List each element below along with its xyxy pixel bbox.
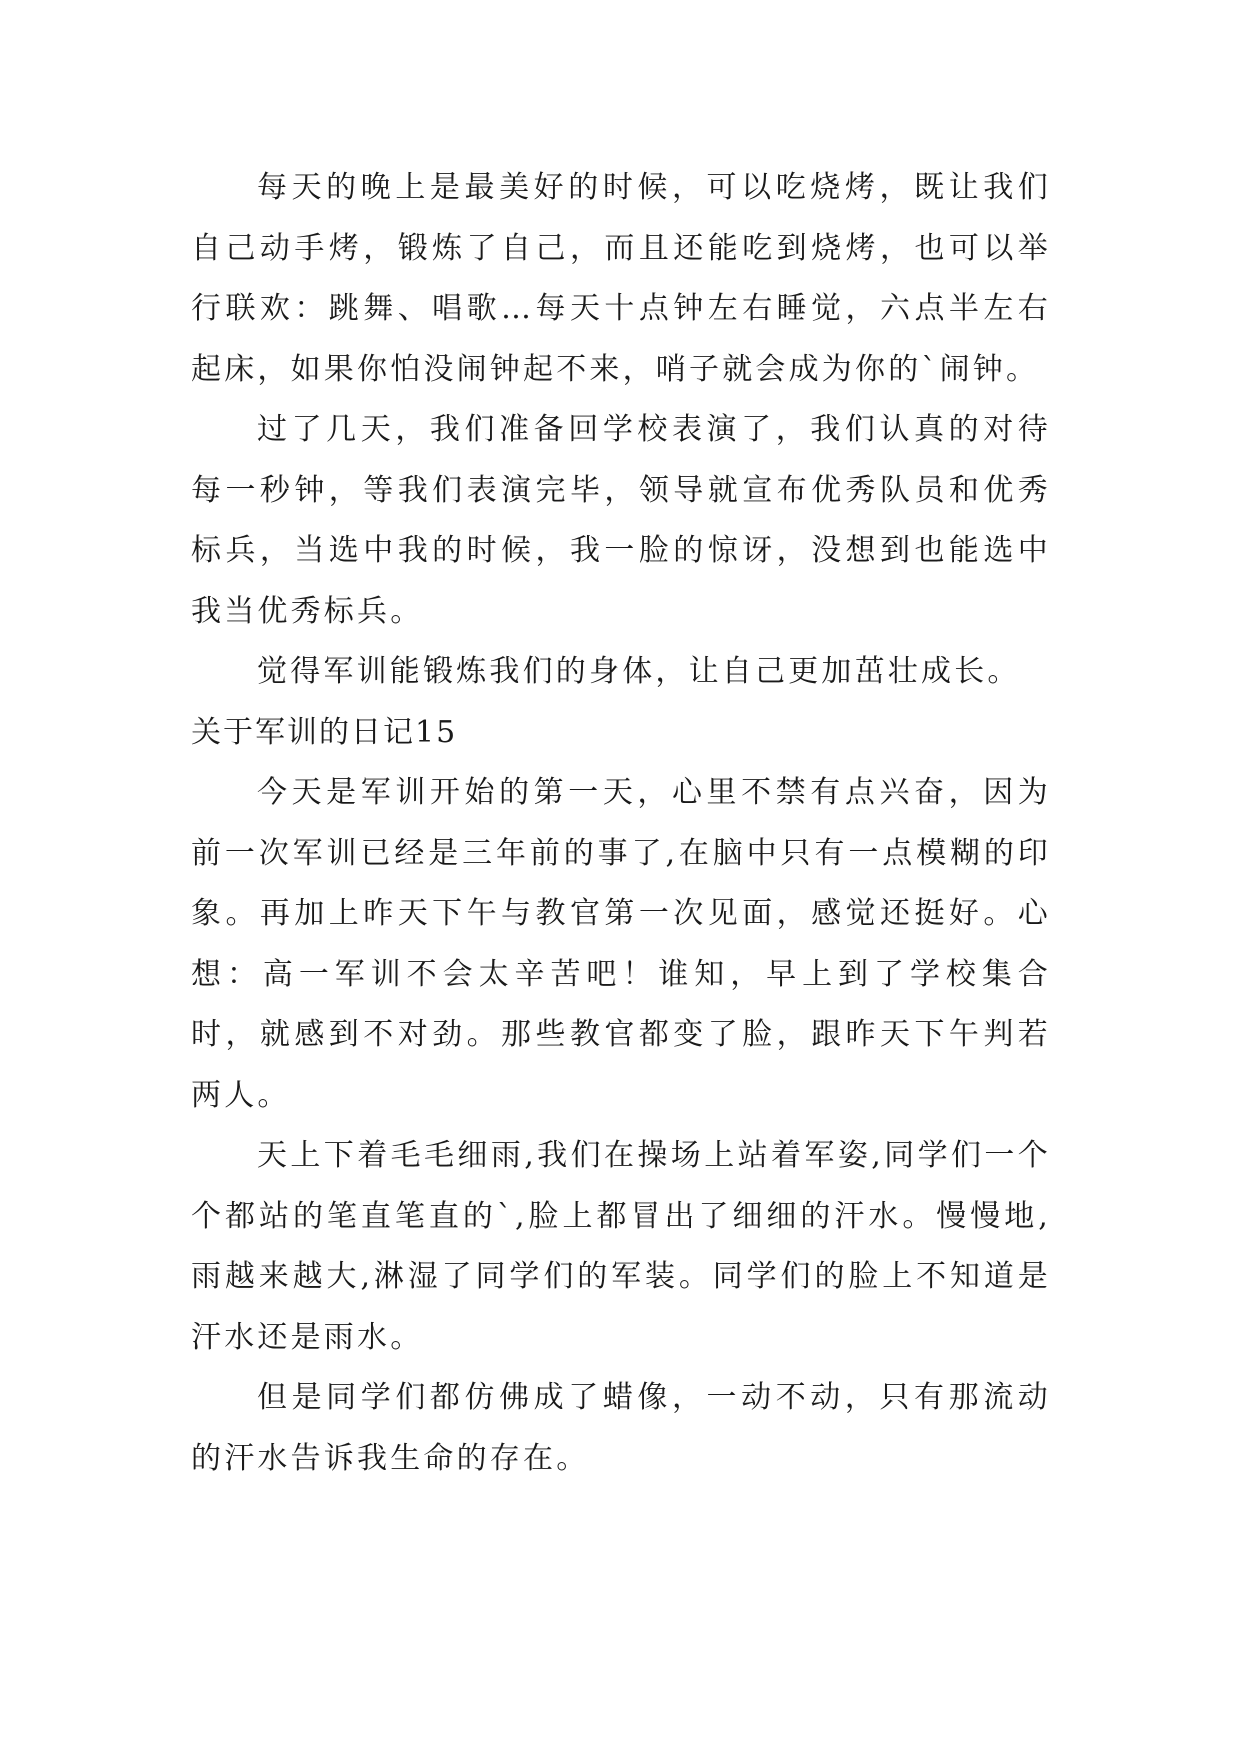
paragraph-wax-figures: 但是同学们都仿佛成了蜡像，一动不动，只有那流动的汗水告诉我生命的存在。 — [191, 1380, 1051, 1476]
paragraph-performance: 过了几天，我们准备回学校表演了，我们认真的对待每一秒钟，等我们表演完毕，领导就宣布优秀队员和优秀标兵，当选中我的时候，我一脸的惊讶，没想到也能选中我当优秀标兵。 — [191, 412, 1051, 629]
paragraph-conclusion: 觉得军训能锻炼我们的身体，让自己更加茁壮成长。 — [257, 654, 1021, 689]
paragraph-evening-bbq: 每天的晚上是最美好的时候，可以吃烧烤，既让我们自己动手烤，锻炼了自己，而且还能吃到烧烤，也可以举行联欢：跳舞、唱歌…每天十点钟左右睡觉，六点半左右起床，如果你怕没闹钟起不来，哨子就会成为你的`闹钟。 — [191, 170, 1051, 387]
paragraph-first-day: 今天是军训开始的第一天，心里不禁有点兴奋，因为前一次军训已经是三年前的事了,在脑中只有一点模糊的印象。再加上昨天下午与教官第一次见面，感觉还挺好。心想：高一军训不会太辛苦吧！谁知，早上到了学校集合时，就感到不对劲。那些教官都变了脸，跟昨天下午判若两人。 — [191, 775, 1051, 1113]
diary-heading: 关于军训的日记15 — [191, 714, 458, 750]
document-body — [191, 158, 1051, 1489]
paragraph-drizzle: 天上下着毛毛细雨,我们在操场上站着军姿,同学们一个个都站的笔直笔直的`,脸上都冒出了细细的汗水。慢慢地,雨越来越大,淋湿了同学们的军装。同学们的脸上不知道是汗水还是雨水。 — [191, 1138, 1051, 1355]
